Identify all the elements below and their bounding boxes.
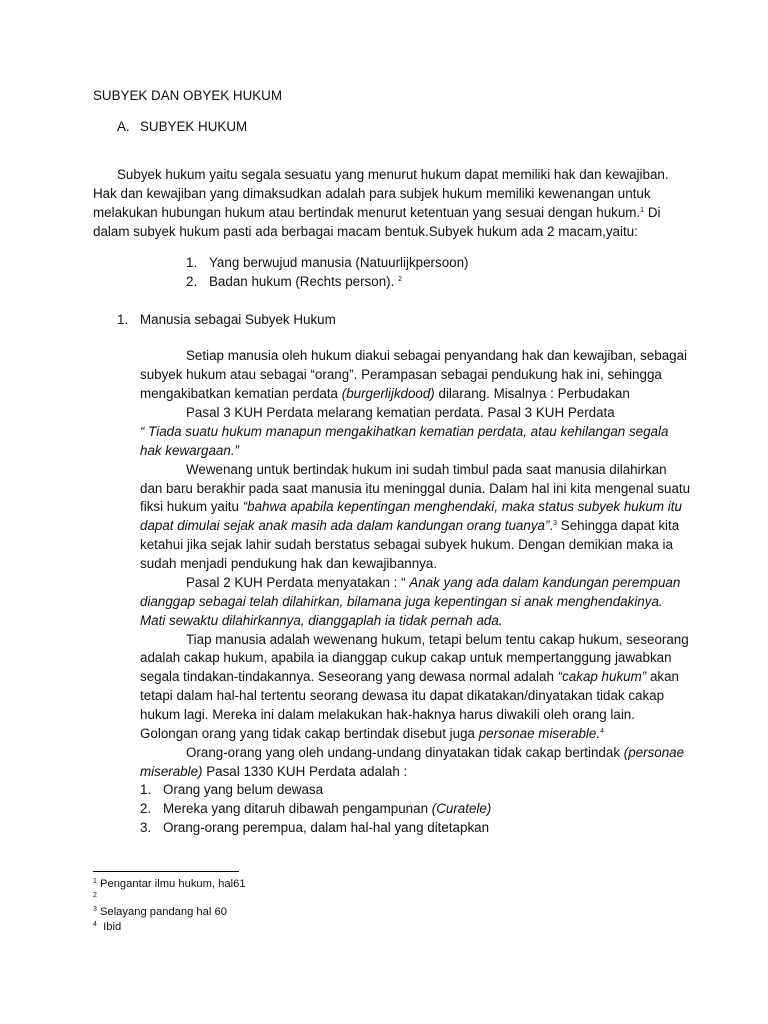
list-item-number: 2. <box>140 801 152 816</box>
list-item: Badan hukum (Rechts person). $^2$ <box>209 274 402 289</box>
para3-line-1: Pasal 2 KUH Perdata menyatakan : “ Anak yang ada dalam kandungan perempuan <box>186 575 681 590</box>
para2-line-5: ketahui jika sejak lahir sudah berstatus sebagai subyek hukum. Dengan demikian maka ia <box>140 537 673 552</box>
footnote-1: $^1$ Pengantar ilmu hukum, hal61 <box>93 878 246 890</box>
para4-line-6: Golongan orang yang tidak cakap bertindak disebut juga personae miserable.$^4$ <box>140 726 604 741</box>
sub-heading: Manusia sebagai Subyek Hukum <box>140 312 336 327</box>
quote-line-1: “ Tiada suatu hukum manapun mengakihatkan kematian perdata, atau kehilangan segala <box>140 424 669 439</box>
footnote-3: $^3$ Selayang pandang hal 60 <box>93 906 227 918</box>
section-a-title: SUBYEK HUKUM <box>140 119 248 134</box>
list-item: Orang-orang perempua, dalam hal-hal yang ditetapkan <box>163 820 490 835</box>
list-item-number: 3. <box>140 820 152 835</box>
para1-line-3: mengakibatkan kematian perdata (burgerlijkdood) dilarang. Misalnya : Perbudakan <box>140 386 630 401</box>
footnote-ref-2: 2 <box>398 276 402 283</box>
para2-line-3: fiksi hukum yaitu “bahwa apabila kepentingan menghendaki, maka status subyek hukum itu <box>140 499 682 514</box>
para4-line-3: segala tindakan-tindakannya. Seseorang yang dewasa normal adalah “cakap hukum” akan <box>140 669 679 684</box>
footnote-ref-4: 4 <box>600 728 604 735</box>
para2-line-1: Wewenang untuk bertindak hukum ini sudah timbul pada saat manusia dilahirkan <box>186 462 667 477</box>
footnote-ref-1: 1 <box>640 207 645 214</box>
para2-line-4: dapat dimulai sejak anak masih ada dalam kandungan orang tuanya”.$^3$ Sehingga dapat kita <box>140 518 680 533</box>
list-item: Mereka yang ditaruh dibawah pengampunan (Curatele) <box>163 801 492 816</box>
footnote-separator <box>93 871 239 872</box>
intro-line-3: melakukan hubungan hukum atau bertindak menurut ketentuan yang sesuai dengan hukum.$^1$ Di <box>93 205 661 220</box>
intro-line-4: dalam subyek hukum pasti ada berbagai macam bentuk.Subyek hukum ada 2 macam,yaitu: <box>93 224 638 239</box>
para5-line-2: miserable) Pasal 1330 KUH Perdata adalah : <box>140 764 408 779</box>
para3-line-3: Mati sewaktu dilahirkannya, dianggaplah ia tidak pernah ada. <box>140 613 503 628</box>
para4-line-5: hukum lagi. Mereka ini dalam melakukan hak-haknya harus diwakili oleh orang lain. <box>140 707 635 722</box>
para1-line-1: Setiap manusia oleh hukum diakui sebagai penyandang hak dan kewajiban, sebagai <box>186 348 688 363</box>
page-title: SUBYEK DAN OBYEK HUKUM <box>93 88 282 103</box>
para3-line-2: dianggap sebagai telah dilahirkan, bilamana juga kepentingan si anak menghendakinya. <box>140 594 663 609</box>
intro-line-2: Hak dan kewajiban yang dimaksudkan adalah para subjek hukum memiliki kewenangan untuk <box>93 186 651 201</box>
intro-line-1: Subyek hukum yaitu segala sesuatu yang menurut hukum dapat memiliki hak dan kewajiban. <box>117 167 669 182</box>
footnote-ref-3: 3 <box>553 520 558 527</box>
para4-line-4: tetapi dalam hal-hal tertentu seorang dewasa itu dapat dikatakan/dinyatakan tidak cakap <box>140 688 665 703</box>
section-a-marker: A. <box>117 119 130 134</box>
para5-line-1: Orang-orang yang oleh undang-undang dinyatakan tidak cakap bertindak (personae <box>186 745 685 760</box>
quote-line-2: hak kewargaan.” <box>140 443 239 458</box>
list-item: Orang yang belum dewasa <box>163 782 324 797</box>
footnote-2: 2 <box>93 892 97 899</box>
list-item: Yang berwujud manusia (Natuurlijkpersoon) <box>209 255 469 270</box>
para1-line-4: Pasal 3 KUH Perdata melarang kematian perdata. Pasal 3 KUH Perdata <box>186 405 615 420</box>
para2-line-2: dan baru berakhir pada saat manusia itu meninggal dunia. Dalam hal ini kita mengenal suatu <box>140 481 691 496</box>
para1-line-2: subyek hukum atau sebagai “orang”. Perampasan sebagai pendukung hak ini, sehingga <box>140 367 662 382</box>
para4-line-1: Tiap manusia adalah wewenang hukum, tetapi belum tentu cakap hukum, seseorang <box>186 632 689 647</box>
footnote-4: $^4$ Ibid <box>93 921 122 933</box>
para2-line-6: sudah menjadi pendukung hak dan kewajibannya. <box>140 556 438 571</box>
list-item-number: 1. <box>140 782 152 797</box>
sub-heading-number: 1. <box>117 312 129 327</box>
list-item-number: 2. <box>186 274 198 289</box>
list-item-number: 1. <box>186 255 198 270</box>
para4-line-2: adalah cakap hukum, apabila ia dianggap cukup cakap untuk mempertanggung jawabkan <box>140 650 672 665</box>
